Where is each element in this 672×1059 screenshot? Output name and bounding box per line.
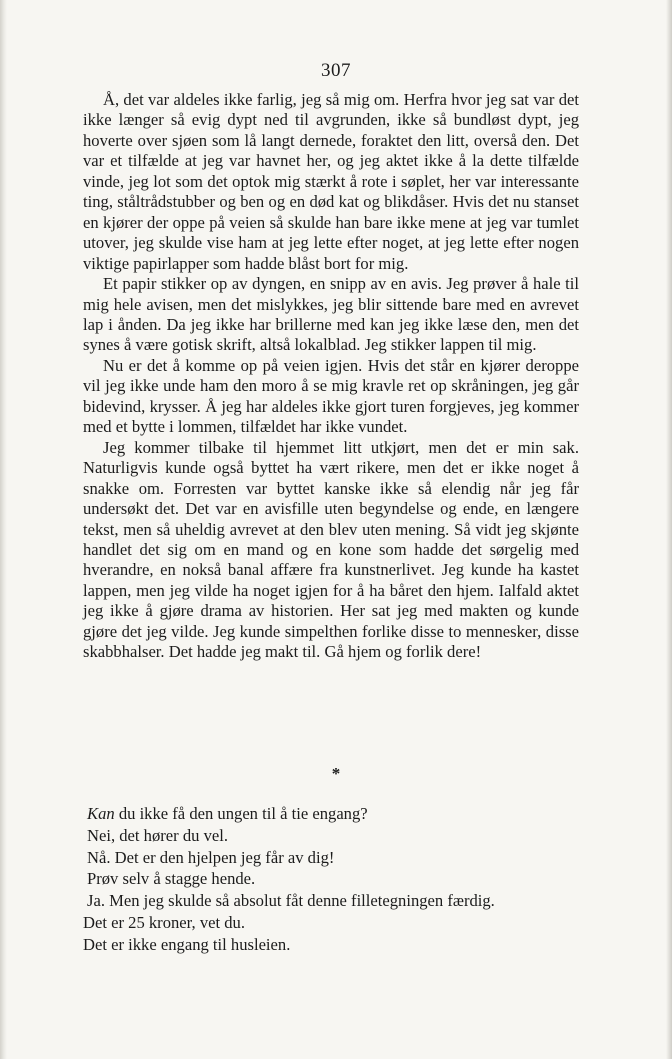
dialogue-block <box>83 803 583 956</box>
dialogue-line-7: Det er ikke engang til husleien. <box>83 934 291 954</box>
dialogue-line-1 <box>83 803 583 825</box>
page-edge-right <box>666 0 672 1059</box>
dialogue-line-3: Nå. Det er den hjelpen jeg får av dig! <box>87 847 335 867</box>
page-edge-left <box>0 0 7 1059</box>
paragraph-4: Jeg kommer tilbake til hjemmet litt utkjørt, men det er min sak. Naturligvis kunde også byttet ha vært rikere, men det er ikke noget å snakke om. Forresten var byttet kanske ikke så elendig når jeg får undersøkt det. Det var en avisfille uten begyndelse og ende, en længere tekst, men så uheldig avrevet at den blev uten mening. Så vidt jeg skjønte handlet det sig om en mand og en kone som hadde det sørgelig med hverandre, en nokså banal affære fra kunstnerlivet. Jeg kunde ha kastet lappen, men jeg vilde ha noget igjen for å ha båret den hjem. Ialfald aktet jeg ikke å gjøre drama av historien. Her sat jeg med makten og kunde gjøre det jeg vilde. Jeg kunde simpelthen forlike disse to mennesker, disse skabbhalser. Det hadde jeg makt til. Gå hjem og forlik dere! <box>83 437 579 662</box>
paragraph-3: Nu er det å komme op på veien igjen. Hvis det står en kjører deroppe vil jeg ikke unde ham den moro å se mig kravle ret op skråningen, jeg går bidevind, krysser. Å jeg har aldeles ikke gjort turen forgjeves, jeg kommer med et bytte i lommen, tilfældet har ikke vundet. <box>83 355 579 437</box>
body-text <box>83 90 579 663</box>
dialogue-line-4: Prøv selv å stagge hende. <box>87 869 256 889</box>
page-number: 307 <box>321 60 351 81</box>
dialogue-line-6: Det er 25 kroner, vet du. <box>83 912 245 932</box>
paragraph-2: Et papir stikker op av dyngen, en snipp av en avis. Jeg prøver å hale til mig hele avisen, men det mislykkes, jeg blir sittende bare med en avrevet lap i ånden. Da jeg ikke har brillerne med kan jeg ikke læse den, men det synes å være gotisk skrift, altså lokalblad. Jeg stikker lappen til mig. <box>83 274 579 355</box>
paragraph-1: Å, det var aldeles ikke farlig, jeg så mig om. Herfra hvor jeg sat var det ikke længer så evig dypt ned til avgrunden, ikke så bundløst dypt, jeg hoverte over sjøen som lå langt dernede, foraktet den litt, overså den. Det var et tilfælde at jeg var havnet her, og jeg aktet ikke å la dette tilfælde vinde, jeg lot som det optok mig stærkt å rote i søplet, her var interessante ting, ståltrådstubber og ben og en død kat og blikdåser. Hvis det nu stanset en kjører der oppe på veien så skulde han bare ikke mene at jeg var tumlet utover, jeg skulde vise ham at jeg lette efter noget, at jeg lette efter nogen viktige papirlapper som hadde blåst bort for mig. <box>83 90 579 273</box>
dialogue-line-1-italic: Kan <box>87 804 115 823</box>
section-break-asterisk: * <box>331 764 341 783</box>
dialogue-line-1-text: du ikke få den ungen til å tie engang? <box>114 804 368 823</box>
dialogue-line-5: Ja. Men jeg skulde så absolut fåt denne filletegningen færdig. <box>87 891 495 911</box>
dialogue-line-2: Nei, det hører du vel. <box>87 825 228 845</box>
